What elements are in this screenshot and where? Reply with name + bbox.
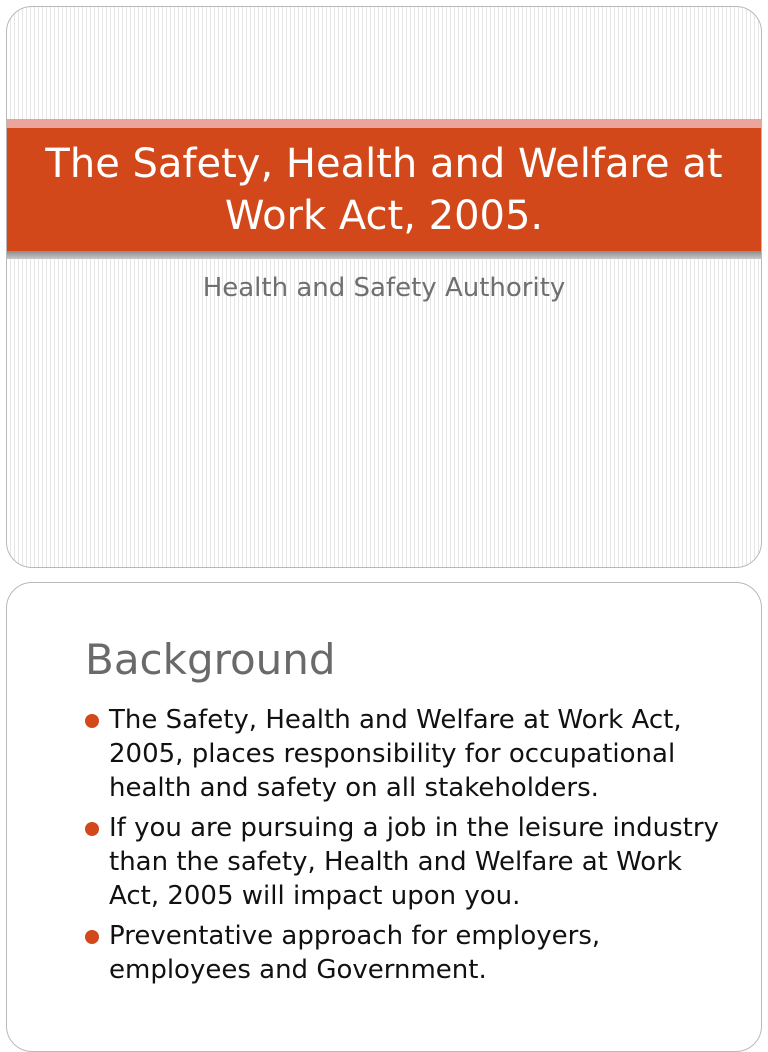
bullet-item — [85, 703, 735, 805]
bullet-text: Preventative approach for employers, employees and Government. — [109, 921, 601, 985]
bullet-list — [85, 703, 735, 993]
title-slide — [6, 6, 762, 568]
slide-subtitle: Health and Safety Authority — [202, 273, 566, 303]
title-band-shadow — [7, 251, 761, 259]
title-band — [7, 128, 761, 251]
bullet-text: The Safety, Health and Welfare at Work Act, 2005, places responsibility for occupational health and safety on all stakeholders. — [109, 705, 682, 803]
bullet-item — [85, 811, 735, 913]
bullet-dot-icon — [85, 714, 99, 728]
bullet-dot-icon — [85, 822, 99, 836]
section-heading: Background — [85, 635, 336, 684]
bullet-text: If you are pursuing a job in the leisure industry than the safety, Health and Welfare at Work Act, 2005 will impact upon you. — [109, 813, 719, 911]
title-band-highlight — [7, 119, 761, 128]
bullet-item — [85, 919, 735, 987]
background-slide — [6, 582, 762, 1052]
bullet-dot-icon — [85, 930, 99, 944]
slide-title: The Safety, Health and Welfare at Work Act, 2005. — [45, 140, 723, 239]
